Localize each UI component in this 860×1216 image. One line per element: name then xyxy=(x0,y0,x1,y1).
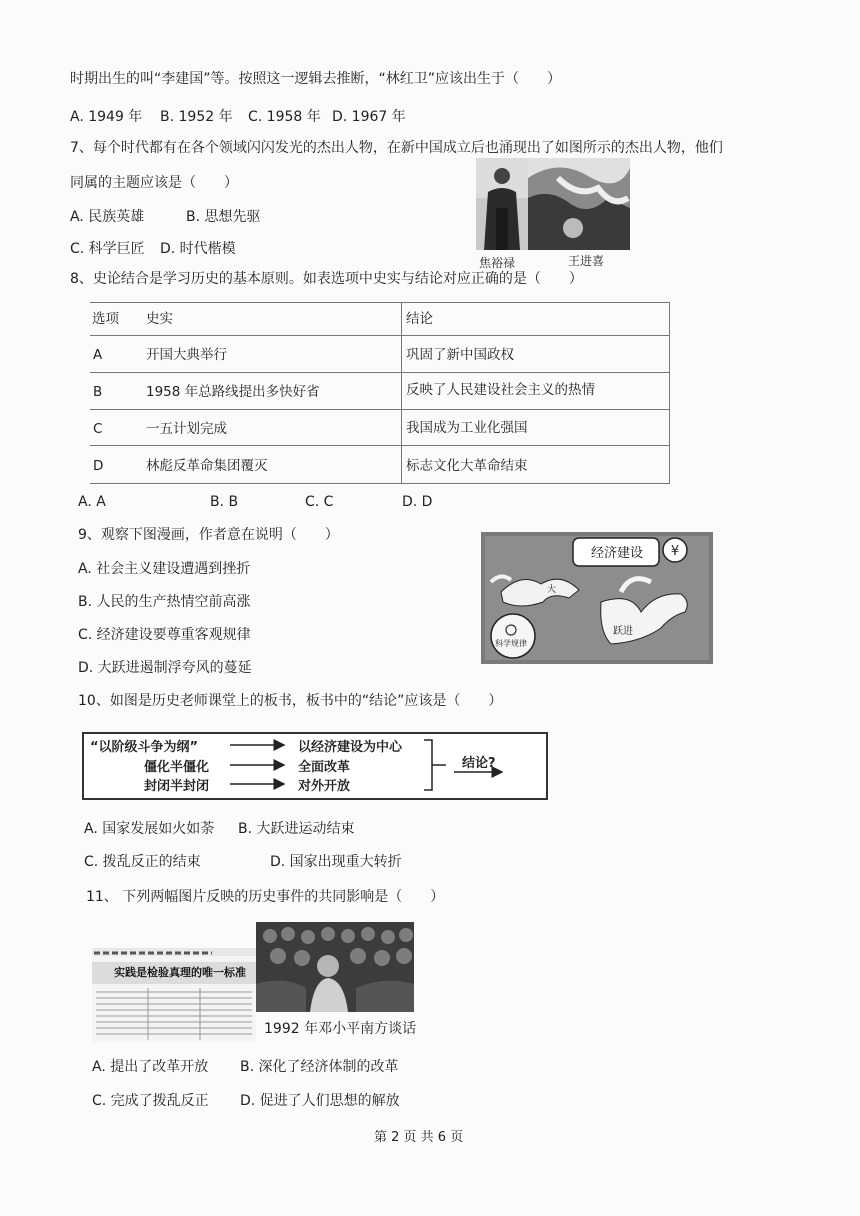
table-row-d-fact: 林彪反革命集团覆灭 xyxy=(146,458,268,474)
q8-stem: 8、史论结合是学习历史的基本原则。如表选项中史实与结论对应正确的是（ ） xyxy=(70,271,583,287)
q9-option-d: D. 大跃进遏制浮夸风的蔓延 xyxy=(78,660,252,676)
table-row-c-conclusion: 我国成为工业化强国 xyxy=(406,420,528,436)
jiao-yulu-photo xyxy=(476,158,528,250)
q7-stem-line1: 7、每个时代都有在各个领域闪闪发光的杰出人物，在新中国成立后也涌现出了如图所示的杰出人物，他们 xyxy=(70,140,723,156)
cartoon-tag-1: 大 xyxy=(547,585,557,595)
table-row-d-conclusion: 标志文化大革命结束 xyxy=(406,458,528,474)
q8-option-d: D. D xyxy=(402,494,433,510)
q11-option-b: B. 深化了经济体制的改革 xyxy=(240,1059,399,1075)
table-row-c-option: C xyxy=(93,421,103,437)
table-header-fact: 史实 xyxy=(146,311,173,327)
wang-jinxi-photo xyxy=(528,158,630,250)
q10-stem: 10、如图是历史老师课堂上的板书，板书中的“结论”应该是（ ） xyxy=(78,693,503,709)
q11-option-c: C. 完成了拨乱反正 xyxy=(92,1093,209,1109)
q9-stem: 9、观察下图漫画，作者意在说明（ ） xyxy=(78,527,339,543)
caption-jiao-yulu: 焦裕禄 xyxy=(479,256,516,270)
q6-option-b: B. 1952 年 xyxy=(160,109,233,125)
q10-option-d: D. 国家出现重大转折 xyxy=(270,854,402,870)
q6-option-d: D. 1967 年 xyxy=(332,109,406,125)
q7-option-b: B. 思想先驱 xyxy=(186,209,261,225)
caption-wang-jinxi: 王进喜 xyxy=(568,254,605,268)
cartoon-tag-2: 跃进 xyxy=(613,626,633,637)
q8-option-a: A. A xyxy=(78,494,106,510)
q9-option-c: C. 经济建设要尊重客观规律 xyxy=(78,627,251,643)
q10-option-b: B. 大跃进运动结束 xyxy=(238,821,355,837)
q10-option-a: A. 国家发展如火如荼 xyxy=(84,821,215,837)
table-row-c-fact: 一五计划完成 xyxy=(146,421,227,437)
svg-text:¥: ¥ xyxy=(670,544,680,559)
q11-newspaper xyxy=(92,948,256,1042)
q7-option-c: C. 科学巨匠 xyxy=(70,241,145,257)
table-header-conclusion: 结论 xyxy=(406,311,433,327)
board-right-3: 对外开放 xyxy=(298,779,351,794)
table-row-a-fact: 开国大典举行 xyxy=(146,347,227,363)
cartoon-badge-text: 科学规律 xyxy=(495,639,527,648)
table-row-a-conclusion: 巩固了新中国政权 xyxy=(406,347,514,363)
q11-stem: 11、 下列两幅图片反映的历史事件的共同影响是（ ） xyxy=(86,889,445,905)
board-right-1: 以经济建设为中心 xyxy=(298,740,403,755)
board-right-2: 全面改革 xyxy=(298,760,351,775)
q11-southern-tour-photo xyxy=(256,922,414,1012)
q6-stem-line: 时期出生的叫“李建国”等。按照这一逻辑去推断，“林红卫”应该出生于（ ） xyxy=(70,71,562,87)
table-row-a-option: A xyxy=(93,347,103,363)
board-conclusion: 结论? xyxy=(462,756,496,771)
q7-stem-line2: 同属的主题应该是（ ） xyxy=(70,175,238,191)
q9-cartoon xyxy=(481,532,713,664)
q11-option-d: D. 促进了人们思想的解放 xyxy=(240,1093,400,1109)
board-left-2: 僵化半僵化 xyxy=(144,760,210,775)
q7-option-a: A. 民族英雄 xyxy=(70,209,145,225)
table-row-b-option: B xyxy=(93,384,103,400)
q6-option-c: C. 1958 年 xyxy=(248,109,321,125)
page-number: 第 2 页 共 6 页 xyxy=(374,1130,464,1145)
q8-option-c: C. C xyxy=(305,494,334,510)
q11-option-a: A. 提出了改革开放 xyxy=(92,1059,209,1075)
q9-option-a: A. 社会主义建设遭遇到挫折 xyxy=(78,561,251,577)
table-row-d-option: D xyxy=(93,458,104,474)
caption-southern-tour: 1992 年邓小平南方谈话 xyxy=(264,1021,417,1037)
table-row-b-fact: 1958 年总路线提出多快好省 xyxy=(146,384,320,400)
q10-option-c: C. 拨乱反正的结束 xyxy=(84,854,201,870)
table-header-option: 选项 xyxy=(92,311,119,327)
q8-option-b: B. B xyxy=(210,494,239,510)
q9-option-b: B. 人民的生产热情空前高涨 xyxy=(78,594,251,610)
board-left-3: 封闭半封闭 xyxy=(144,779,210,794)
q7-option-d: D. 时代楷模 xyxy=(160,241,236,257)
q10-blackboard xyxy=(82,732,548,800)
board-left-1: “以阶级斗争为纲” xyxy=(90,740,199,755)
newspaper-headline: 实践是检验真理的唯一标准 xyxy=(114,966,246,979)
q6-option-a: A. 1949 年 xyxy=(70,109,143,125)
table-row-b-conclusion: 反映了人民建设社会主义的热情 xyxy=(406,382,595,398)
cartoon-bubble-text: 经济建设 xyxy=(590,546,643,561)
